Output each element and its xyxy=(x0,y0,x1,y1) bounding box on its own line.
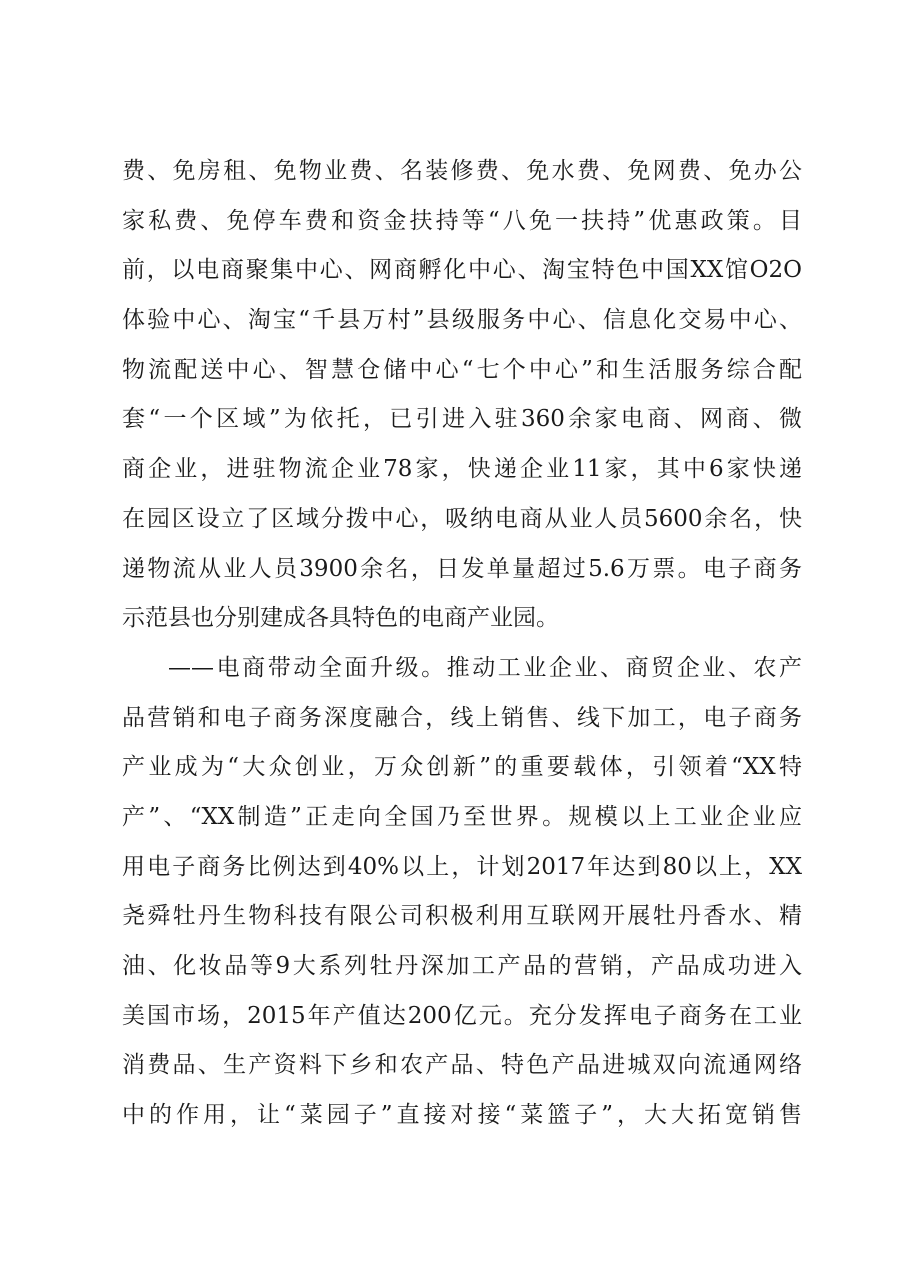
text-line: 商企业，进驻物流企业78家，快递企业11家，其中6家快递 xyxy=(122,456,802,483)
text-line: 前，以电商聚集中心、网商孵化中心、淘宝特色中国XX馆O2O xyxy=(122,257,802,284)
text-line: 递物流从业人员3900余名，日发单量超过5.6万票。电子商务 xyxy=(122,555,802,582)
text-line: 物流配送中心、智慧仓储中心“七个中心”和生活服务综合配 xyxy=(122,356,802,383)
text-line: 产业成为“大众创业，万众创新”的重要载体，引领着“XX特 xyxy=(122,754,802,781)
text-line: 美国市场，2015年产值达200亿元。充分发挥电子商务在工业 xyxy=(122,1002,802,1029)
text-line: 体验中心、淘宝“千县万村”县级服务中心、信息化交易中心、 xyxy=(122,307,802,334)
text-line: 油、化妆品等9大系列牡丹深加工产品的营销，产品成功进入 xyxy=(122,953,802,979)
text-line: 尧舜牡丹生物科技有限公司积极利用互联网开展牡丹香水、精 xyxy=(122,903,802,930)
paragraph-end-line: 示范县也分别建成各具特色的电商产业园。 xyxy=(122,605,559,632)
text-line: 用电子商务比例达到40%以上，计划2017年达到80以上，XX xyxy=(122,853,802,880)
text-line: 家私费、免停车费和资金扶持等“八免一扶持”优惠政策。目 xyxy=(122,207,802,234)
body-text xyxy=(122,147,802,1141)
text-line: 在园区设立了区域分拨中心，吸纳电商从业人员5600余名，快 xyxy=(122,505,802,532)
text-line: 品营销和电子商务深度融合，线上销售、线下加工，电子商务 xyxy=(122,704,802,731)
text-line: 消费品、生产资料下乡和农产品、特色产品进城双向流通网络 xyxy=(122,1052,802,1079)
paragraph-start-line: ——电商带动全面升级。推动工业企业、商贸企业、农产 xyxy=(168,654,802,681)
text-line: 产”、“XX制造”正走向全国乃至世界。规模以上工业企业应 xyxy=(122,803,802,830)
text-line: 中的作用，让“菜园子”直接对接“菜篮子”，大大拓宽销售 xyxy=(122,1102,802,1129)
text-line: 费、免房租、免物业费、名装修费、免水费、免网费、免办公 xyxy=(122,158,802,184)
text-line: 套“一个区域”为依托，已引进入驻360余家电商、网商、微 xyxy=(122,406,802,433)
